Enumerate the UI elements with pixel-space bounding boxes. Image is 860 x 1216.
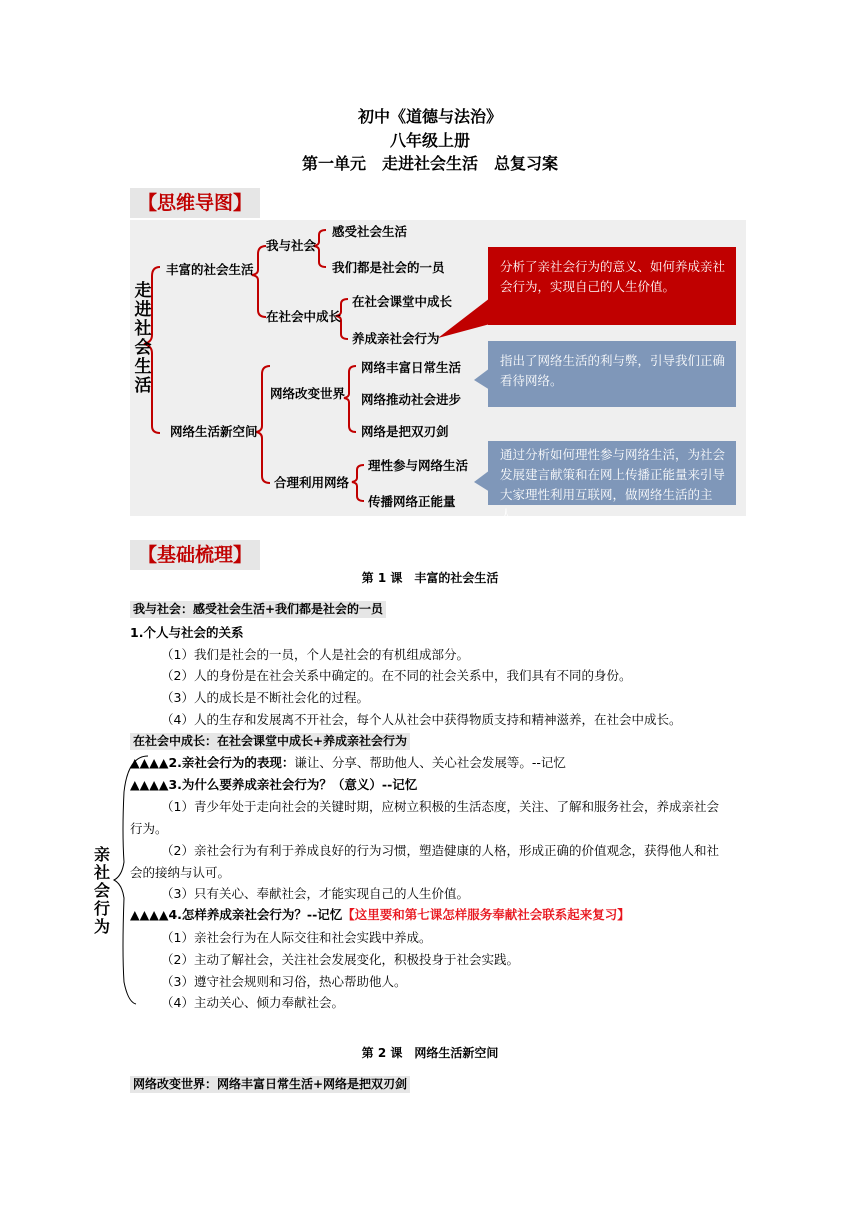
node-feel-social-life: 感受社会生活	[332, 224, 408, 239]
branch-rich-social-life: 丰富的社会生活	[166, 262, 254, 277]
q4-item-4: （4）主动关心、倾力奉献社会。	[161, 995, 344, 1010]
mind-map	[130, 220, 746, 522]
q4-note: 【这里要和第七课怎样服务奉献社会联系起来复习】	[342, 907, 630, 922]
q3-item-2-cont: 会的接纳与认可。	[130, 865, 231, 880]
q1-item-3: （3）人的成长是不断社会化的过程。	[161, 690, 369, 705]
node-network-enriches-life: 网络丰富日常生活	[361, 360, 462, 375]
callout-rational-use: 通过分析如何理性参与网络生活，为社会发展建言献策和在网上传播正能量来引导大家理性利用互联网，做网络生活的主人。	[488, 441, 736, 505]
q3-item-1: （1）青少年处于走向社会的关键时期，应树立积极的生活态度，关注、了解和服务社会，养成亲社会	[161, 799, 719, 814]
q3-item-3: （3）只有关心、奉献社会，才能实现自己的人生价值。	[161, 886, 469, 901]
q3-item-2: （2）亲社会行为有利于养成良好的行为习惯，塑造健康的人格，形成正确的价值观念，获得他人和社	[161, 843, 719, 858]
lesson-1-title: 第 1 课 丰富的社会生活	[361, 571, 499, 585]
q4-title: ▲▲▲▲4.怎样养成亲社会行为？--记忆	[130, 907, 343, 922]
node-network-promotes-progress: 网络推动社会进步	[361, 392, 462, 407]
prosocial-side-label: 亲社会行为	[93, 845, 110, 936]
q2-title: ▲▲▲▲2.亲社会行为的表现：	[130, 755, 295, 770]
doc-title-line2: 八年级上册	[389, 131, 470, 150]
section-heading-basics: 【基础梳理】	[130, 540, 260, 570]
node-member-of-society: 我们都是社会的一员	[332, 260, 445, 275]
q1-item-4: （4）人的生存和发展离不开社会，每个人从社会中获得物质支持和精神滋养，在社会中成长。	[161, 712, 682, 727]
q2-line	[130, 754, 566, 772]
topic-me-and-society: 我与社会：感受社会生活+我们都是社会的一员	[130, 601, 386, 618]
mind-map-root: 走进社会生活	[134, 281, 152, 396]
callout-network-pros-cons: 指出了网络生活的利与弊，引导我们正确看待网络。	[488, 341, 736, 407]
node-rational-participation: 理性参与网络生活	[368, 458, 469, 473]
branch-network-life: 网络生活新空间	[170, 424, 258, 439]
node-me-and-society: 我与社会	[266, 238, 317, 253]
callout-prosocial: 分析了亲社会行为的意义、如何养成亲社会行为，实现自己的人生价值。	[488, 247, 736, 325]
node-spread-positive-energy: 传播网络正能量	[368, 494, 456, 509]
q1-item-2: （2）人的身份是在社会关系中确定的。在不同的社会关系中，我们具有不同的身份。	[161, 668, 632, 683]
q1-item-1: （1）我们是社会的一员，个人是社会的有机组成部分。	[161, 647, 469, 662]
lesson-2-title: 第 2 课 网络生活新空间	[361, 1046, 499, 1060]
section-heading-mindmap: 【思维导图】	[130, 188, 260, 218]
doc-title-line3: 第一单元 走进社会生活 总复习案	[301, 154, 558, 173]
node-grow-in-classroom: 在社会课堂中成长	[352, 294, 453, 309]
node-grow-in-society: 在社会中成长	[266, 309, 342, 324]
q3-title: ▲▲▲▲3.为什么要养成亲社会行为？（意义）--记忆	[130, 777, 418, 792]
topic-network-changes-world: 网络改变世界：网络丰富日常生活+网络是把双刃剑	[130, 1076, 410, 1093]
node-network-changes-world: 网络改变世界	[270, 386, 346, 401]
q4-item-3: （3）遵守社会规则和习俗，热心帮助他人。	[161, 974, 407, 989]
node-prosocial-behavior: 养成亲社会行为	[352, 331, 440, 346]
q2-content: 谦让、分享、帮助他人、关心社会发展等。--记忆	[294, 755, 566, 770]
doc-title-line1: 初中《道德与法治》	[357, 107, 502, 126]
q4-line	[130, 906, 630, 924]
q4-item-1: （1）亲社会行为在人际交往和社会实践中养成。	[161, 930, 432, 945]
q1-title: 1.个人与社会的关系	[130, 625, 244, 640]
q3-item-1-cont: 行为。	[130, 821, 168, 836]
q4-item-2: （2）主动了解社会，关注社会发展变化，积极投身于社会实践。	[161, 952, 519, 967]
topic-grow-in-society: 在社会中成长：在社会课堂中成长+养成亲社会行为	[130, 733, 410, 750]
node-use-network-rationally: 合理利用网络	[274, 475, 350, 490]
node-double-edged-sword: 网络是把双刃剑	[361, 424, 449, 439]
